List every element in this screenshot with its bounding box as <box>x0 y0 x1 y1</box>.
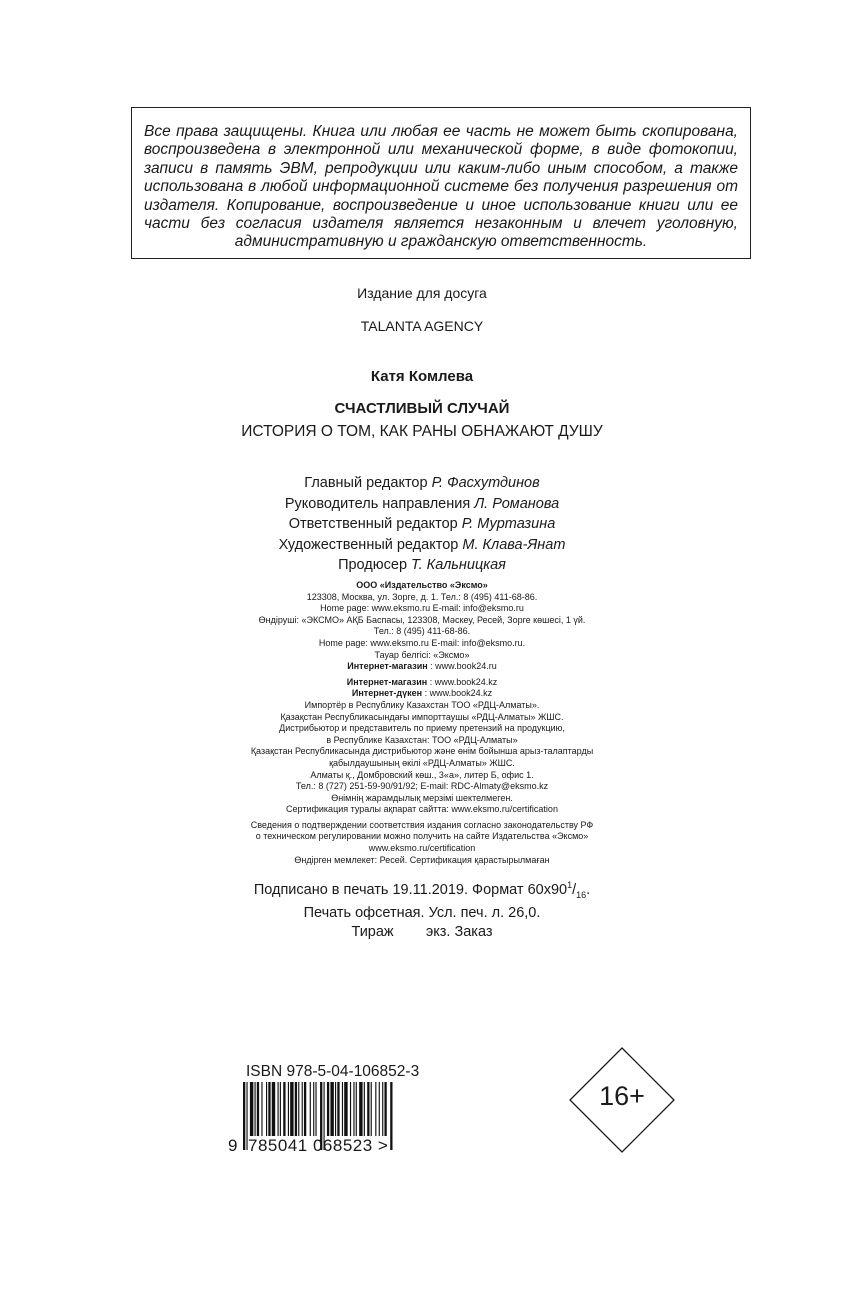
staff-name: Р. Муртазина <box>461 516 556 532</box>
barcode-bar <box>337 1082 339 1136</box>
format-denominator: 16 <box>576 889 587 900</box>
barcode-bar <box>384 1082 386 1136</box>
barcode-digit-groups: 785041 068523 > <box>248 1136 389 1155</box>
online-shop-ru <box>0 661 844 673</box>
staff-role: Ответственный редактор <box>288 516 458 532</box>
staff-line <box>0 473 844 494</box>
staff-name: Л. Романова <box>474 495 560 512</box>
barcode-bar <box>379 1082 380 1136</box>
online-shop-label: Интернет-магазин <box>346 676 428 687</box>
editorial-staff <box>0 473 844 576</box>
publisher-line: 123308, Москва, ул. Зорге, д. 1. Тел.: 8 (495) 411-68-86. <box>306 591 538 602</box>
barcode-bar <box>371 1082 372 1136</box>
format-numerator: 1 <box>567 880 573 890</box>
publisher-line: Тел.: 8 (495) 411-68-86. <box>373 626 471 637</box>
importer-line: Қазақстан Республикасында дистрибьютор және өнім бойынша арыз-талаптарды <box>250 746 594 757</box>
barcode-bar <box>283 1082 285 1136</box>
barcode-bar <box>327 1082 329 1136</box>
barcode-bar <box>364 1082 365 1136</box>
series-label: Издание для досуга <box>357 285 487 301</box>
barcode-bar <box>278 1082 279 1136</box>
print-type-line: Печать офсетная. Усл. печ. л. 26,0. <box>303 905 541 922</box>
barcode-bar <box>295 1082 297 1136</box>
importer-line: Импортёр в Республику Казахстан ТОО «РДЦ-Алматы». <box>304 699 540 710</box>
barcode-bar <box>313 1082 314 1136</box>
barcode-bar <box>390 1082 392 1150</box>
print-period: . <box>586 881 591 898</box>
staff-role: Художественный редактор <box>278 536 459 553</box>
online-shop-kk <box>0 688 844 700</box>
age-rating-label: 16+ <box>599 1081 645 1111</box>
barcode-bar <box>272 1082 275 1136</box>
publisher-info <box>0 580 844 866</box>
staff-line <box>0 494 844 515</box>
publisher-line: Home page: www.eksmo.ru E-mail: info@eksmo.ru <box>320 603 524 614</box>
barcode-bar <box>310 1082 311 1136</box>
barcode-bar <box>304 1082 306 1136</box>
certification-line: www.eksmo.ru/certification <box>368 843 476 854</box>
staff-name: Т. Кальницкая <box>411 557 506 573</box>
print-run-line: Тираж экз. Заказ <box>351 923 493 940</box>
barcode-bar <box>298 1082 299 1136</box>
barcode-bar <box>356 1082 357 1136</box>
book-title: СЧАСТЛИВЫЙ СЛУЧАЙ <box>334 400 510 417</box>
barcode-bar <box>335 1082 336 1136</box>
print-info <box>0 876 844 941</box>
barcode-bar <box>382 1082 383 1136</box>
staff-role: Главный редактор <box>304 475 428 491</box>
importer-line: Дистрибьютор и представитель по приему претензий на продукцию, <box>279 723 565 734</box>
barcode-bar <box>367 1082 369 1136</box>
staff-name: Р. Фасхутдинов <box>431 475 540 491</box>
certification-line: о техническом регулировании можно получить на сайте Издательства «Эксмо» <box>255 831 589 842</box>
online-shop-url: : www.book24.ru <box>427 661 497 672</box>
staff-line <box>0 514 844 535</box>
barcode-bar <box>302 1082 303 1136</box>
format-fraction: $^1/_{16}$ <box>567 880 587 900</box>
isbn-number: ISBN 978-5-04-106852-3 <box>246 1063 420 1080</box>
barcode-bar <box>315 1082 316 1136</box>
certification-line: Сведения о подтверждении соответствия издания согласно законодательству РФ <box>250 819 594 830</box>
barcode-bar <box>375 1082 376 1136</box>
importer-line: Тел.: 8 (727) 251-59-90/91/92; E-mail: RDC-Almaty@eksmo.kz <box>295 781 549 792</box>
copyright-notice-box <box>131 107 751 259</box>
barcode-bar <box>257 1082 259 1136</box>
publisher-line: Тауар белгісі: «Эксмо» <box>374 649 470 660</box>
barcode-bar <box>359 1082 362 1136</box>
barcode-bar <box>353 1082 354 1136</box>
barcode-bar <box>344 1082 347 1136</box>
importer-line: Алматы қ., Домбровский көш., 3«а», литер Б, офис 1. <box>310 769 534 780</box>
publisher-line: Home page: www.eksmo.ru E-mail: info@eksmo.ru. <box>318 637 526 648</box>
online-shop-label: Интернет-магазин <box>347 661 428 672</box>
barcode-bar <box>288 1082 289 1136</box>
barcode-bar <box>342 1082 343 1136</box>
staff-role: Продюсер <box>338 557 408 573</box>
online-shop-url: : www.book24.kz <box>422 688 493 699</box>
print-signed: Подписано в печать 19.11.2019. Формат 60x90 <box>253 881 568 898</box>
online-shop-label: Интернет-дүкен <box>351 688 423 699</box>
print-signed-line <box>0 876 844 904</box>
certification-line: Өндірген мемлекет: Ресей. Сертификация қарастырылмаған <box>294 854 550 865</box>
book-subtitle: ИСТОРИЯ О ТОМ, КАК РАНЫ ОБНАЖАЮТ ДУШУ <box>241 423 603 440</box>
staff-name: М. Клава-Янат <box>462 536 566 553</box>
barcode-bar <box>266 1082 267 1136</box>
importer-line: в Республике Казахстан: ТОО «РДЦ-Алматы» <box>326 734 518 745</box>
barcode-bar <box>268 1082 270 1136</box>
importer-line: Қазақстан Республикасындағы импорттаушы «РДЦ-Алматы» ЖШС. <box>280 711 564 722</box>
author-name: Катя Комлева <box>370 368 474 385</box>
barcode-bar <box>255 1082 256 1136</box>
barcode-first-digit: 9 <box>228 1136 238 1155</box>
importer-line: Сертификация туралы ақпарат сайтта: www.eksmo.ru/certification <box>286 804 558 815</box>
barcode-bar <box>280 1082 281 1136</box>
barcode-bar <box>350 1082 351 1136</box>
barcode-bar <box>290 1082 293 1136</box>
publisher-line: Өндіруші: «ЭКСМО» АҚБ Баспасы, 123308, Мәскеу, Ресей, Зорге көшесі, 1 үй. <box>258 614 586 625</box>
online-shop-url: : www.book24.kz <box>427 676 498 687</box>
staff-line <box>0 555 844 576</box>
imprint-label: TALANTA AGENCY <box>360 318 484 334</box>
online-shop-kz <box>0 677 844 689</box>
importer-line: Өнімнің жарамдылық мерзімі шектелмеген. <box>331 792 513 803</box>
publisher-name: ООО «Издательство «Эксмо» <box>356 580 488 590</box>
barcode-bar <box>250 1082 253 1136</box>
copyright-notice-text: Все права защищены. Книга или любая ее часть не может быть скопирована, воспроизведена в электронной или механической форме, в виде фотокопии, записи в память ЭВМ, репродукции или каким-либо иным способом, а также использована в любой информационной системе без получения разрешения от издателя. Копирование, воспроизведение и иное использование книги или ее части без согласия издателя является незаконным и влечет уголовную, административную и гражданскую ответственность. <box>144 123 738 251</box>
staff-role: Руководитель направления <box>284 495 471 512</box>
barcode-bar <box>261 1082 262 1136</box>
importer-line: қабылдаушының өкілі «РДЦ-Алматы» ЖШС. <box>329 757 515 768</box>
barcode-bar <box>330 1082 333 1136</box>
barcode-bar <box>243 1082 245 1150</box>
staff-line <box>0 535 844 556</box>
